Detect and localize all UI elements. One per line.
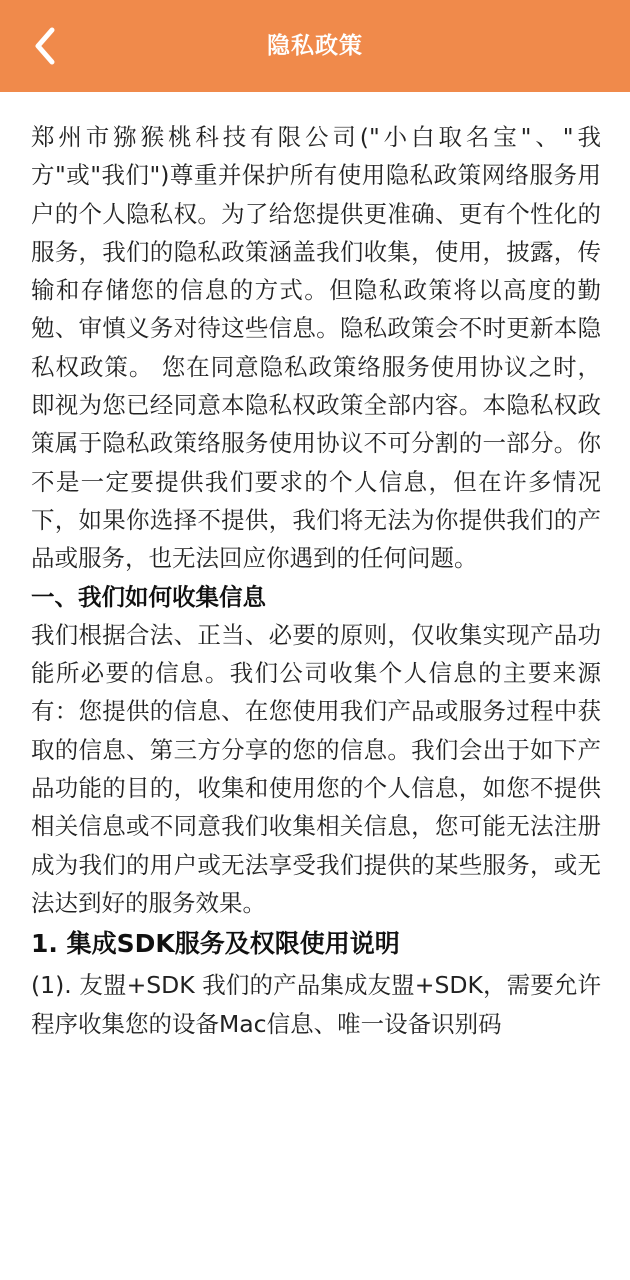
subsection-heading-sdk: 1. 集成SDK服务及权限使用说明 [31,929,400,959]
app-header [0,0,630,92]
section-paragraph-collect-info: 我们根据合法、正当、必要的原则，仅收集实现产品功能所必要的信息。我们公司收集个人信息的主要来源有：您提供的信息、在您使用我们产品或服务过程中获取的信息、第三方分享的您的信息。我们会出于如下产品功能的目的，收集和使用您的个人信息，如您不提供相关信息或不同意我们收集相关信息，您可能无法注册成为我们的用户或无法享受我们提供的某些服务，或无法达到好的服务效果。 [31,620,601,917]
policy-content [31,118,601,1280]
section-heading-collect-info: 一、我们如何收集信息 [31,582,266,611]
page-title: 隐私政策 [267,33,363,59]
sdk-item-umeng: (1). 友盟+SDK 我们的产品集成友盟+SDK，需要允许程序收集您的设备Mac信息、唯一设备识别码 [31,971,601,1038]
intro-paragraph: 郑州市猕猴桃科技有限公司("小白取名宝"、"我方"或"我们")尊重并保护所有使用隐私政策网络服务用户的个人隐私权。为了给您提供更准确、更有个性化的服务，我们的隐私政策涵盖我们收集，使用，披露，传输和存储您的信息的方式。但隐私政策将以高度的勤勉、审慎义务对待这些信息。隐私政策会不时更新本隐私权政策。 您在同意隐私政策络服务使用协议之时，即视为您已经同意本隐私权政策全部内容。本隐私权政策属于隐私政策络服务使用协议不可分割的一部分。你不是一定要提供我们要求的个人信息，但在许多情况下，如果你选择不提供，我们将无法为你提供我们的产品或服务，也无法回应你遇到的任何问题。 [31,123,601,573]
